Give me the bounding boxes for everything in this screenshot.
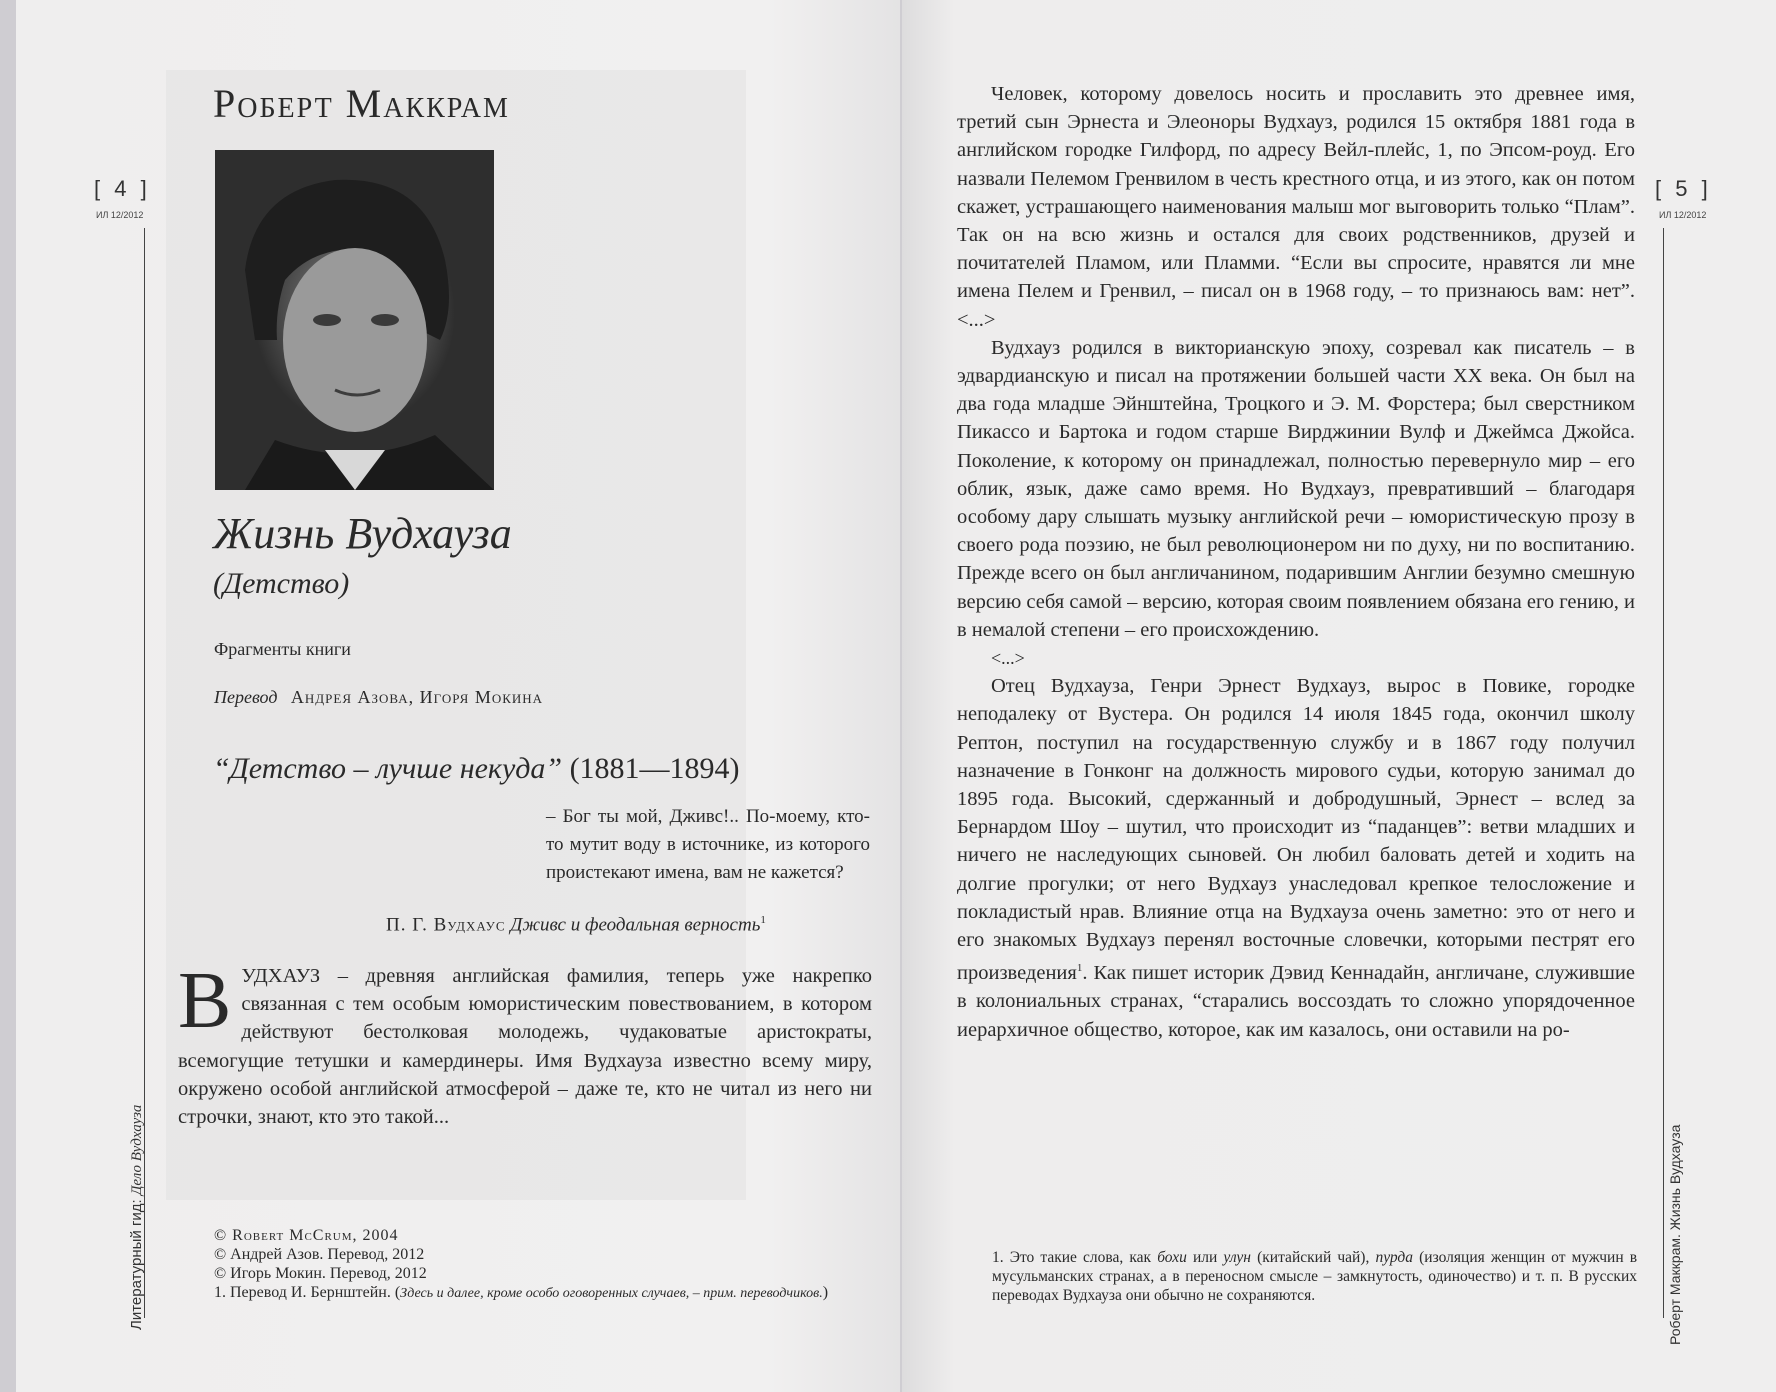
chapter-heading [213,752,740,786]
running-head: Роберт Маккрам. Жизнь Вудхауза [1667,1124,1683,1345]
translators: Андрея Азова, Игоря Мокина [290,687,544,707]
footnote-text: 1. Перевод И. Бернштейн. ( [214,1284,401,1301]
author-photo [215,150,494,490]
right-page [902,0,1776,1392]
epigraph: – Бог ты мой, Дживс!.. По-моему, кто-то мутит воду в источнике, из которого проистекают имена, вам не кажется? [546,806,870,883]
paragraph [957,672,1635,1043]
footnote-term: бохи [1157,1249,1187,1266]
copyright-line: © Игорь Мокин. Перевод, 2012 [214,1265,427,1282]
ellipsis: <...> [991,648,1025,669]
page-issue: ИЛ 12/2012 [96,210,144,220]
footnote-text: (китайский чай), [1257,1249,1370,1266]
paragraph: Вудхауз родился в викторианскую эпоху, созревал как писатель – в эдвардианскую и писал на протяжении большей части XX века. Он был на два года младше Эйнштейна, Троцкого и Э. М. Форстера; был сверстником Пикассо и Бартока и годом старше Вирджинии Вулф и Джеймса Джойса. Поколение, к которому он принадлежал, полностью перевернуло мир – его облик, язык, даже само время. Но Вудхауз, превративший – благодаря особому дару слышать музыку английской речи – юмористическую прозу в своего рода поэзию, не был революционером ни по духу, ни по воспитанию. Прежде всего он был англичанином, подарившим Англии безумно смешную версию себя самой – версию, которая своим появлением обязана его гению, и в немалой степени – его происхождению. [957,336,1635,641]
footnote-term: улун [1223,1249,1251,1266]
footnote-term: пурда [1375,1249,1414,1266]
translation-label: Перевод [214,687,278,707]
paragraph-text: Отец Вудхауза, Генри Эрнест Вудхауз, вырос в Повике, городке неподалеку от Вустера. Он родился 14 июля 1845 года, окончил школу Рептон, поступил на государственную службу и в 1867 году получил назначение в Гонконг на должность мирового судьи, которую занимал до 1895 года. Высокий, сдержанный и добродушный, Эрнест – вслед за Бернардом Шоу – шутил, что происходит из “паданцев”: ветви младших и ничего не наследующих сыновей. Он любил баловать детей и ходить на долгие прогулки; от него Вудхауз унаследовал крепкое телосложение и покладистый нрав. Влияние отца на Вудхауза очень заметно: это от него и его знакомых Вудхауз перенял восточные словечки, которыми пестрят его произведения [957,675,1635,985]
portrait-image [215,150,494,490]
footnote [992,1248,1637,1305]
page-number: [ 4 ] [94,176,151,201]
epigraph-work: Дживс и феодальная верность [510,914,761,936]
page-number: [ 5 ] [1655,176,1712,201]
footnote-ref: 1 [760,914,766,926]
running-head-label: Литературный гид: [128,1199,145,1330]
running-head [128,1105,146,1330]
margin-rule [1663,228,1664,1318]
fragments-label: Фрагменты книги [214,639,351,659]
footnote-ref: 1 [1076,962,1083,975]
footnote-text: (изоляция женщин от мужчин в мусульманских странах, а в переносном смысле – замкнутость, одиночество) и т. п. В русских переводах Вудхауза они обычно не сохраняются. [992,1249,1638,1304]
footnote-text: или [1192,1249,1218,1266]
epigraph-source [386,914,766,936]
running-head-title: Дело Вудхауза [129,1104,145,1196]
main-text [957,80,1635,1044]
copyright-line: © Андрей Азов. Перевод, 2012 [214,1246,425,1263]
footnote [214,1283,874,1303]
book-subtitle: (Детство) [213,567,350,600]
paragraph-text: . Как пишет историк Дэвид Кеннадайн, англичане, служившие в колониальных странах, “старались воссоздать то сложно упорядоченное иерархичное общество, которое, как им казалось, они оставили на ро- [957,962,1635,1041]
paragraph: Человек, которому довелось носить и прославить это древнее имя, третий сын Эрнеста и Элеоноры Вудхауз, родился 15 октября 1881 года в английском городке Гилфорд, по адресу Вейл-плейс, 1, по Эпсом-роуд. Его назвали Пелемом Гренвилом в честь крестного отца, и из этого, как он потом скажет, устрашающего наименования малыш мог выговорить только “Плам”. Так он на всю жизнь и остался для своих родственников, друзей и почитателей Пламом, или Пламми. “Если вы спросите, нравятся ли мне имена Пелем и Гренвил, – писал он в 1968 году, – то признаюсь вам: нет”. <...> [957,83,1635,331]
intro-paragraph [178,957,872,1131]
chapter-title: “Детство – лучше некуда” [213,752,563,785]
copyright-block [214,1226,874,1303]
page-issue: ИЛ 12/2012 [1659,210,1707,220]
left-page [16,0,900,1392]
footnote-end: ) [822,1284,829,1301]
author-name: Роберт Маккрам [213,81,510,126]
translation-line [214,687,543,708]
book-title: Жизнь Вудхауза [213,509,512,558]
drop-cap: В [178,957,232,1045]
epigraph-author: П. Г. Вудхаус [386,914,506,936]
footnote-italic: Здесь и далее, кроме особо оговоренных случаев, – прим. переводчиков. [400,1286,823,1301]
intro-text: УДХАУЗ – древняя английская фамилия, теперь уже накрепко связанная с тем особым юмористическим повествованием, в котором действуют бестолковая молодежь, чудаковатые аристократы, всемогущие тетушки и камердинеры. Имя Вудхауза известно всему миру, окружено особой английской атмосферой – даже те, кто не читал из него ни строчки, знают, кто это такой... [178,965,872,1129]
chapter-years: (1881—1894) [569,752,740,785]
copyright-line: © Robert McCrum, 2004 [214,1227,399,1244]
footnote-text: 1. Это такие слова, как [992,1249,1152,1266]
